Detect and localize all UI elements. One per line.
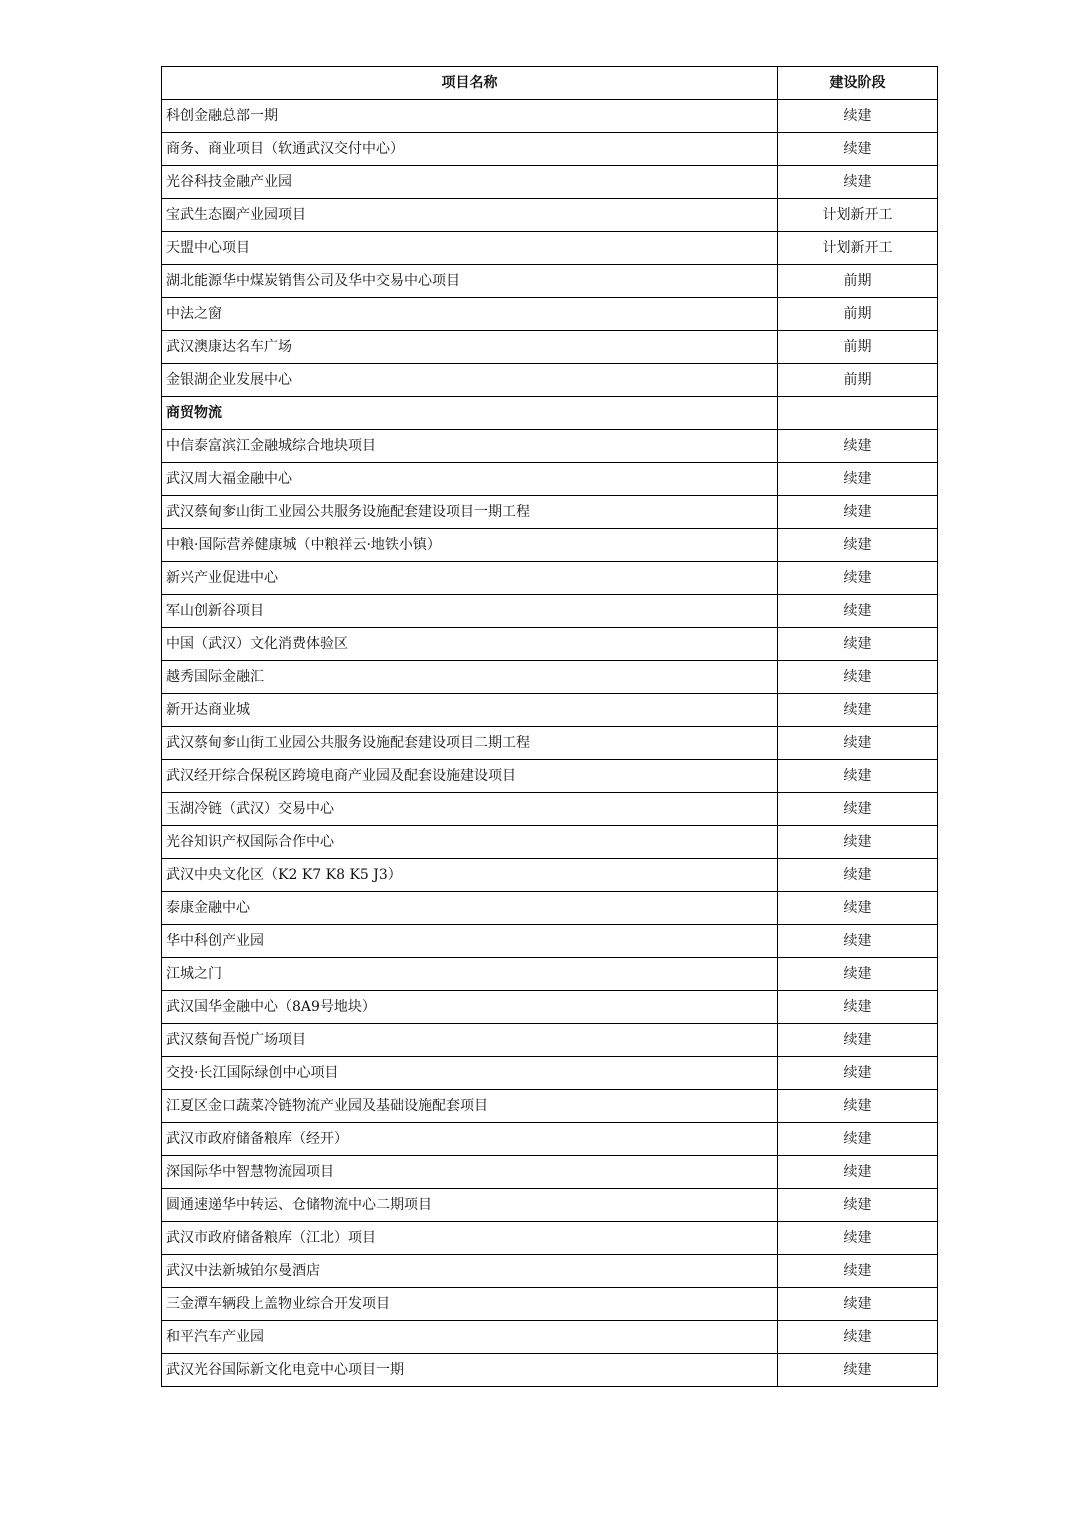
project-name-cell: 武汉周大福金融中心 xyxy=(162,463,778,496)
table-row xyxy=(162,364,938,397)
project-name-cell: 江城之门 xyxy=(162,958,778,991)
project-name-cell: 江夏区金口蔬菜冷链物流产业园及基础设施配套项目 xyxy=(162,1090,778,1123)
construction-stage-cell xyxy=(778,397,938,430)
section-header-row xyxy=(162,397,938,430)
construction-stage-cell: 续建 xyxy=(778,694,938,727)
project-name-cell: 武汉蔡甸吾悦广场项目 xyxy=(162,1024,778,1057)
construction-stage-cell: 续建 xyxy=(778,1090,938,1123)
construction-stage-cell: 续建 xyxy=(778,925,938,958)
project-name-cell: 商务、商业项目（软通武汉交付中心） xyxy=(162,133,778,166)
table-row xyxy=(162,265,938,298)
project-name-cell: 和平汽车产业园 xyxy=(162,1321,778,1354)
table-row xyxy=(162,1288,938,1321)
table-row xyxy=(162,298,938,331)
project-name-cell: 宝武生态圈产业园项目 xyxy=(162,199,778,232)
project-name-cell: 武汉经开综合保税区跨境电商产业园及配套设施建设项目 xyxy=(162,760,778,793)
table-row xyxy=(162,694,938,727)
project-name-cell: 圆通速递华中转运、仓储物流中心二期项目 xyxy=(162,1189,778,1222)
construction-stage-cell: 续建 xyxy=(778,826,938,859)
project-name-cell: 军山创新谷项目 xyxy=(162,595,778,628)
project-name-cell: 金银湖企业发展中心 xyxy=(162,364,778,397)
construction-stage-cell: 续建 xyxy=(778,595,938,628)
project-name-cell: 武汉中央文化区（K2 K7 K8 K5 J3） xyxy=(162,859,778,892)
table-row xyxy=(162,1123,938,1156)
project-name-cell: 武汉光谷国际新文化电竞中心项目一期 xyxy=(162,1354,778,1387)
project-name-cell: 武汉澳康达名车广场 xyxy=(162,331,778,364)
section-title: 商贸物流 xyxy=(162,397,778,430)
table-row xyxy=(162,430,938,463)
construction-stage-cell: 续建 xyxy=(778,892,938,925)
table-row xyxy=(162,1057,938,1090)
table-row xyxy=(162,1090,938,1123)
project-table xyxy=(161,66,938,1387)
construction-stage-cell: 续建 xyxy=(778,1288,938,1321)
project-name-cell: 光谷知识产权国际合作中心 xyxy=(162,826,778,859)
project-name-cell: 武汉国华金融中心（8A9号地块） xyxy=(162,991,778,1024)
construction-stage-cell: 续建 xyxy=(778,1123,938,1156)
header-project-name: 项目名称 xyxy=(162,67,778,100)
construction-stage-cell: 续建 xyxy=(778,1189,938,1222)
construction-stage-cell: 续建 xyxy=(778,628,938,661)
table-row xyxy=(162,727,938,760)
construction-stage-cell: 续建 xyxy=(778,991,938,1024)
project-name-cell: 中信泰富滨江金融城综合地块项目 xyxy=(162,430,778,463)
table-row xyxy=(162,133,938,166)
table-row xyxy=(162,793,938,826)
construction-stage-cell: 续建 xyxy=(778,562,938,595)
project-name-cell: 天盟中心项目 xyxy=(162,232,778,265)
project-name-cell: 中法之窗 xyxy=(162,298,778,331)
table-row xyxy=(162,463,938,496)
construction-stage-cell: 续建 xyxy=(778,100,938,133)
table-row xyxy=(162,1255,938,1288)
construction-stage-cell: 前期 xyxy=(778,298,938,331)
table-row xyxy=(162,1189,938,1222)
project-name-cell: 武汉蔡甸奓山街工业园公共服务设施配套建设项目二期工程 xyxy=(162,727,778,760)
table-row xyxy=(162,1321,938,1354)
construction-stage-cell: 续建 xyxy=(778,1255,938,1288)
construction-stage-cell: 续建 xyxy=(778,760,938,793)
construction-stage-cell: 续建 xyxy=(778,793,938,826)
table-row xyxy=(162,760,938,793)
construction-stage-cell: 续建 xyxy=(778,1321,938,1354)
table-row xyxy=(162,1024,938,1057)
project-name-cell: 三金潭车辆段上盖物业综合开发项目 xyxy=(162,1288,778,1321)
construction-stage-cell: 续建 xyxy=(778,166,938,199)
project-name-cell: 新开达商业城 xyxy=(162,694,778,727)
project-name-cell: 湖北能源华中煤炭销售公司及华中交易中心项目 xyxy=(162,265,778,298)
project-name-cell: 武汉中法新城铂尔曼酒店 xyxy=(162,1255,778,1288)
project-name-cell: 光谷科技金融产业园 xyxy=(162,166,778,199)
table-row xyxy=(162,562,938,595)
construction-stage-cell: 续建 xyxy=(778,1222,938,1255)
construction-stage-cell: 计划新开工 xyxy=(778,199,938,232)
construction-stage-cell: 续建 xyxy=(778,958,938,991)
project-name-cell: 泰康金融中心 xyxy=(162,892,778,925)
project-name-cell: 武汉市政府储备粮库（经开） xyxy=(162,1123,778,1156)
table-row xyxy=(162,859,938,892)
construction-stage-cell: 前期 xyxy=(778,265,938,298)
table-row xyxy=(162,529,938,562)
project-name-cell: 深国际华中智慧物流园项目 xyxy=(162,1156,778,1189)
table-row xyxy=(162,628,938,661)
project-name-cell: 玉湖冷链（武汉）交易中心 xyxy=(162,793,778,826)
table-row xyxy=(162,1222,938,1255)
header-row xyxy=(162,67,938,100)
table-row xyxy=(162,892,938,925)
construction-stage-cell: 续建 xyxy=(778,1024,938,1057)
project-name-cell: 科创金融总部一期 xyxy=(162,100,778,133)
table-body xyxy=(162,100,938,1387)
table-row xyxy=(162,826,938,859)
table-row xyxy=(162,199,938,232)
construction-stage-cell: 计划新开工 xyxy=(778,232,938,265)
table-row xyxy=(162,1156,938,1189)
construction-stage-cell: 续建 xyxy=(778,661,938,694)
construction-stage-cell: 续建 xyxy=(778,133,938,166)
project-name-cell: 新兴产业促进中心 xyxy=(162,562,778,595)
table-row xyxy=(162,331,938,364)
table-row xyxy=(162,1354,938,1387)
project-name-cell: 武汉蔡甸奓山街工业园公共服务设施配套建设项目一期工程 xyxy=(162,496,778,529)
table-row xyxy=(162,100,938,133)
construction-stage-cell: 续建 xyxy=(778,1156,938,1189)
construction-stage-cell: 续建 xyxy=(778,1354,938,1387)
construction-stage-cell: 续建 xyxy=(778,727,938,760)
construction-stage-cell: 续建 xyxy=(778,529,938,562)
header-construction-stage: 建设阶段 xyxy=(778,67,938,100)
project-name-cell: 越秀国际金融汇 xyxy=(162,661,778,694)
table-row xyxy=(162,958,938,991)
project-name-cell: 中国（武汉）文化消费体验区 xyxy=(162,628,778,661)
table-row xyxy=(162,166,938,199)
construction-stage-cell: 续建 xyxy=(778,496,938,529)
project-name-cell: 交投·长江国际绿创中心项目 xyxy=(162,1057,778,1090)
table-row xyxy=(162,232,938,265)
construction-stage-cell: 续建 xyxy=(778,1057,938,1090)
table-row xyxy=(162,496,938,529)
construction-stage-cell: 前期 xyxy=(778,331,938,364)
project-name-cell: 武汉市政府储备粮库（江北）项目 xyxy=(162,1222,778,1255)
table-row xyxy=(162,661,938,694)
construction-stage-cell: 续建 xyxy=(778,859,938,892)
table-row xyxy=(162,595,938,628)
construction-stage-cell: 前期 xyxy=(778,364,938,397)
table-row xyxy=(162,991,938,1024)
project-name-cell: 华中科创产业园 xyxy=(162,925,778,958)
table-row xyxy=(162,925,938,958)
project-name-cell: 中粮·国际营养健康城（中粮祥云·地铁小镇） xyxy=(162,529,778,562)
construction-stage-cell: 续建 xyxy=(778,430,938,463)
construction-stage-cell: 续建 xyxy=(778,463,938,496)
